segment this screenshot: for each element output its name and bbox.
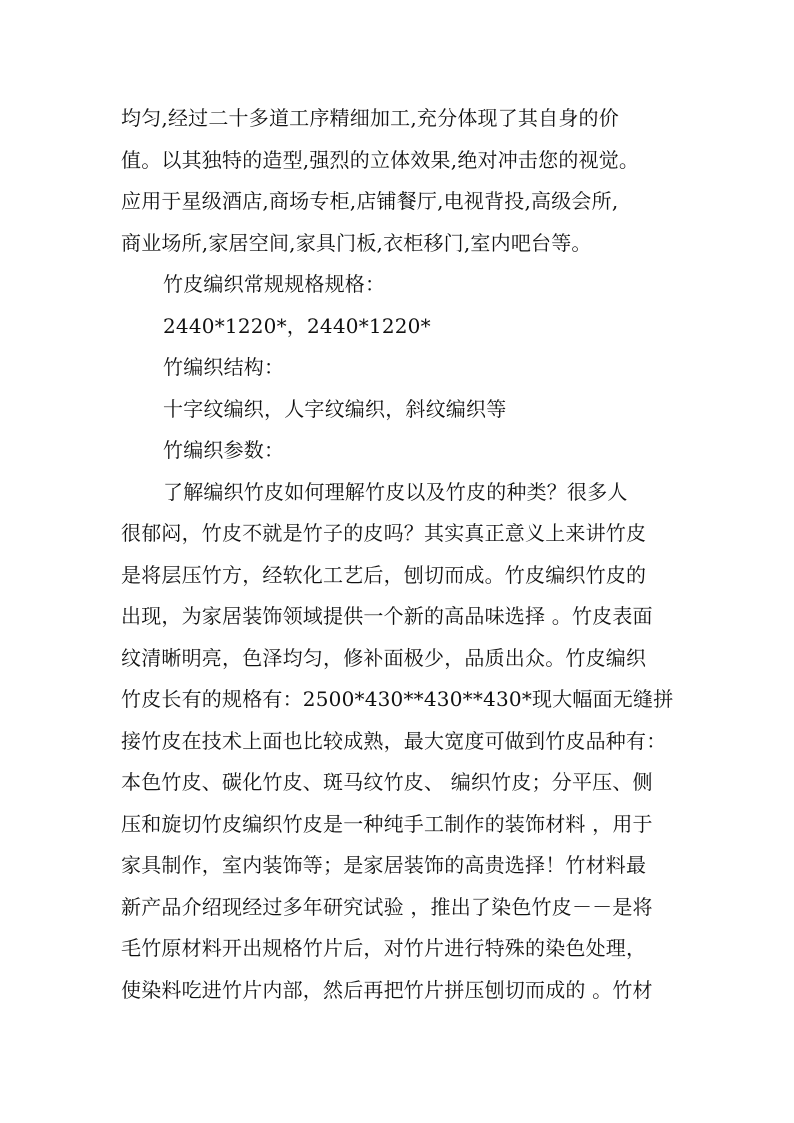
text-line: 十字纹编织，人字纹编织，斜纹编织等	[163, 396, 507, 421]
text-line: 应用于星级酒店,商场专柜,店铺餐厅,电视背投,高级会所,	[121, 189, 619, 213]
text-line: 了解编织竹皮如何理解竹皮以及竹皮的种类？很多人	[163, 479, 628, 504]
text-line: 值。以其独特的造型,强烈的立体效果,绝对冲击您的视觉。	[121, 147, 640, 172]
text-line: 竹皮编织常规规格规格：	[163, 272, 386, 296]
text-line: 使染料吃进竹片内部，然后再把竹片拼压刨切而成的 。竹材	[121, 977, 653, 1002]
text-line: 很郁闷，竹皮不就是竹子的皮吗？其实真正意义上来讲竹皮	[121, 521, 647, 545]
text-line: 均匀,经过二十多道工序精细加工,充分体现了其自身的价	[121, 106, 619, 130]
text-line: 竹编织结构：	[163, 355, 285, 379]
text-line: 毛竹原材料开出规格竹片后，对竹片进行特殊的染色处理，	[121, 936, 647, 960]
text-line: 2440*1220*，2440*1220*	[163, 313, 431, 338]
text-line: 家具制作，室内装饰等；是家居装饰的高贵选择！竹材料最	[121, 853, 647, 877]
text-line: 竹编织参数：	[163, 438, 285, 462]
text-line: 出现，为家居装饰领域提供一个新的高品味选择 。竹皮表面	[121, 604, 653, 628]
text-line: 竹皮长有的规格有：2500*430**430**430*现大幅面无缝拼	[121, 687, 674, 711]
text-line: 接竹皮在技术上面也比较成熟，最大宽度可做到竹皮品种有：	[121, 728, 667, 753]
body-text	[121, 98, 681, 1011]
text-line: 商业场所,家居空间,家具门板,衣柜移门,室内吧台等。	[121, 230, 592, 255]
text-line: 压和旋切竹皮编织竹皮是一种纯手工制作的装饰材料 ，用于	[121, 811, 653, 836]
text-line: 本色竹皮、碳化竹皮、斑马纹竹皮、 编织竹皮；分平压、侧	[121, 770, 653, 794]
text-line: 是将层压竹方，经软化工艺后，刨切而成。竹皮编织竹皮的	[121, 562, 647, 587]
text-line: 纹清晰明亮，色泽均匀，修补面极少，品质出众。竹皮编织	[121, 645, 647, 670]
text-line: 新产品介绍现经过多年研究试验 ，推出了染色竹皮－－是将	[121, 894, 653, 919]
